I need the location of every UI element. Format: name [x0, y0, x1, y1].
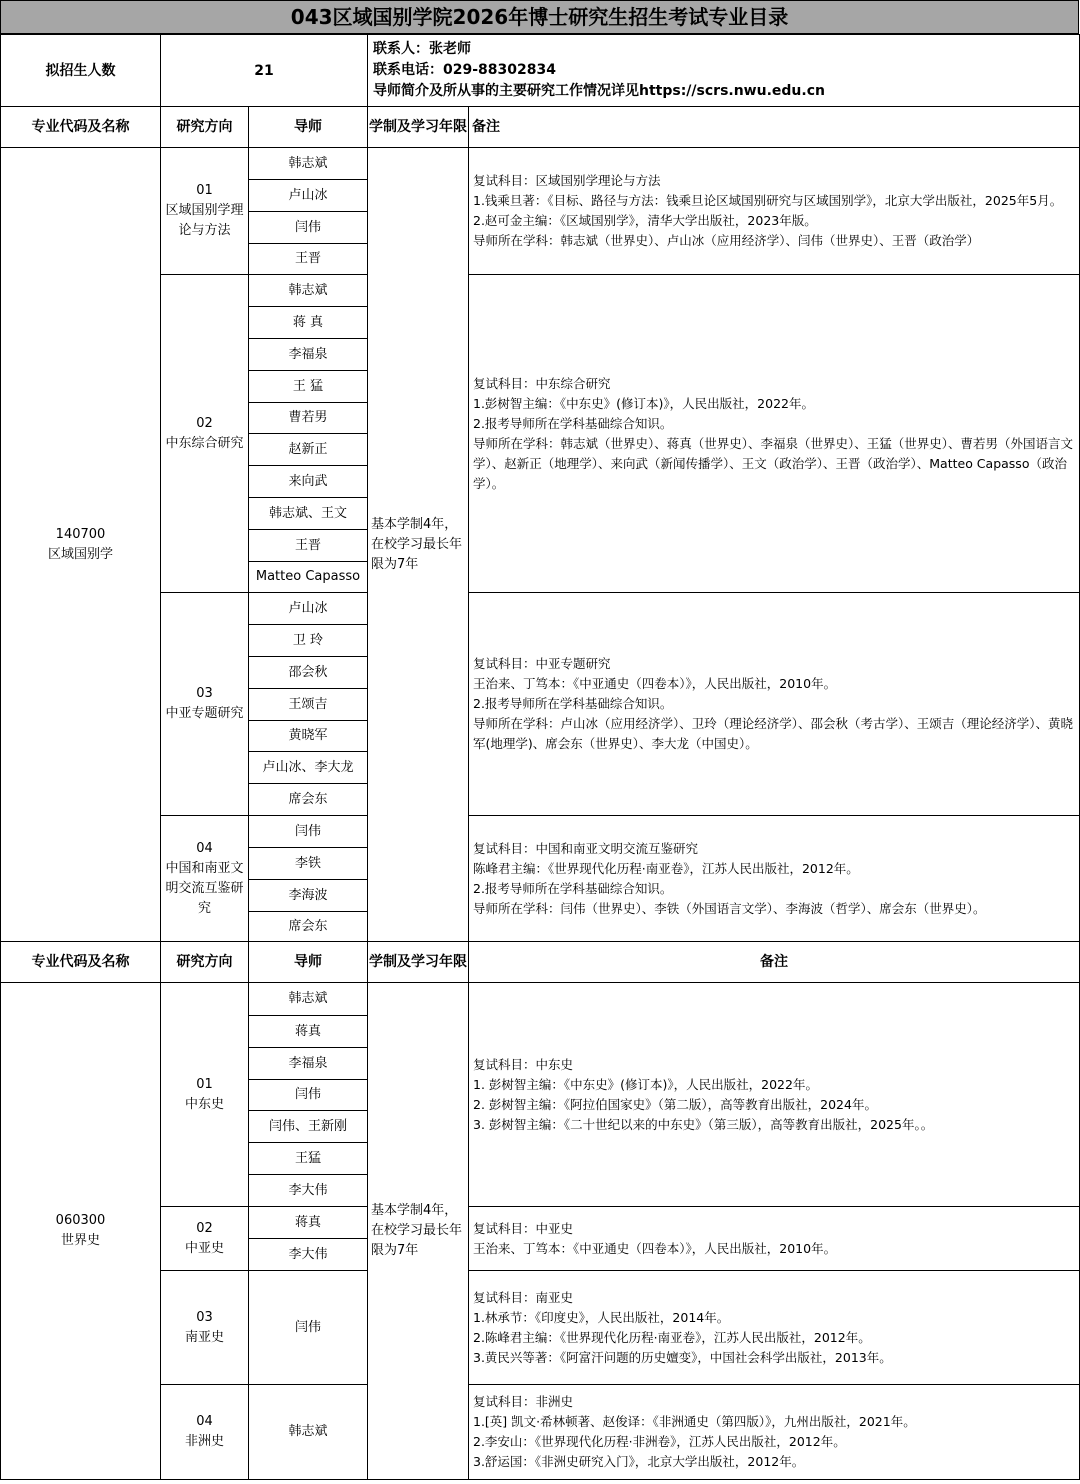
supervisor-cell [248, 1206, 368, 1239]
supervisor-name: 蒋真 [294, 1023, 321, 1039]
supervisor-cell [248, 879, 368, 912]
direction-name [182, 1075, 227, 1115]
supervisor-name: 曹若男 [288, 410, 328, 425]
remarks-text-line: 1.林承节：《印度史》，人民出版社，2014年。 [473, 1309, 730, 1325]
supervisor-cell [248, 274, 368, 307]
direction-name-line: 南亚史 [184, 1329, 224, 1345]
supervisor-cell [248, 1270, 368, 1385]
major-name-line: 140700 [55, 526, 106, 542]
direction-name-line: 03 [196, 686, 213, 701]
supervisor-cell [248, 1174, 368, 1207]
direction-name-line: 中亚专题研究 [165, 706, 244, 721]
supervisor-name: 李大伟 [288, 1246, 328, 1262]
remarks-text-line: 复试科目：区域国别学理论与方法 [473, 173, 661, 188]
supervisor-cell [248, 624, 368, 657]
remarks-cell [468, 815, 1080, 942]
supervisor-cell [248, 656, 368, 689]
header-major-1: 专业代码及名称 [0, 106, 161, 148]
supervisor-name: 卢山冰 [288, 187, 328, 203]
contact-cell [367, 34, 1080, 107]
supervisor-cell [248, 847, 368, 880]
remarks-text-line: 王治来、丁笃本：《中亚通史（四卷本）》，人民出版社，2010年。 [473, 676, 837, 691]
supervisor-name: 韩志斌 [288, 1424, 328, 1439]
supervisor-name: 席会东 [288, 918, 328, 934]
direction-name [162, 684, 246, 724]
remarks-cell [468, 274, 1080, 593]
supervisor-name: 邵会秋 [288, 664, 328, 680]
supervisor-cell [248, 402, 368, 434]
supervisor-name: 王 猛 [292, 378, 324, 394]
supervisor-name: 韩志斌 [288, 155, 328, 171]
supervisor-name: 闫伟 [294, 823, 321, 839]
supervisor-name: 席会东 [288, 791, 328, 807]
supervisor-name: 卢山冰、李大龙 [262, 759, 354, 775]
supervisor-cell [248, 592, 368, 625]
direction-name-line: 03 [196, 1309, 213, 1325]
supervisor-cell [248, 1015, 368, 1048]
remarks-text-line: 3.黄民兴等著：《阿富汗问题的历史嬗变》，中国社会科学出版社，2013年。 [473, 1349, 892, 1365]
remarks-text-line: 2.报考导师所在学科基础综合知识。 [473, 696, 673, 711]
direction-name-line: 中国和南亚文明交流互鉴研究 [165, 860, 244, 916]
remarks-cell [468, 1206, 1080, 1271]
header-major-2: 专业代码及名称 [0, 941, 161, 983]
header-direction-2: 研究方向 [160, 941, 249, 983]
direction-name [162, 414, 246, 454]
supervisor-cell [248, 720, 368, 752]
quota-label-cell: 拟招生人数 [0, 34, 161, 107]
remarks-cell [468, 1270, 1080, 1385]
direction-name-line: 01 [196, 183, 213, 198]
header-duration-2: 学制及学习年限 [367, 941, 469, 983]
remarks-text-line: 1.彭树智主编：《中东史》(修订本)》，人民出版社，2022年。 [473, 395, 814, 411]
supervisor-name: 闫伟 [294, 219, 321, 235]
supervisor-cell [248, 1047, 368, 1080]
duration-text: 基本学制4年，在校学习最长年限为7年 [371, 516, 463, 572]
supervisor-cell [248, 1142, 368, 1175]
remarks-text-line: 复试科目：中东史 [473, 1056, 574, 1072]
supervisor-cell [248, 783, 368, 816]
contact-info [371, 39, 825, 102]
remarks-text-line: 导师所在学科：韩志斌（世界史）、蒋真（世界史）、李福泉（世界史）、王猛（世界史）、曹若男（外国语言文学）、赵新正（地理学）、来向武（新闻传播学）、王文（政治学）、王晋（政治学）、Matteo Capasso（政治学）。 [473, 435, 1074, 491]
supervisor-name: 闫伟 [294, 1087, 321, 1102]
remarks-text-line: 王治来、丁笃本：《中亚通史（四卷本）》，人民出版社，2010年。 [473, 1240, 837, 1256]
remarks-text-line: 1. 彭树智主编：《中东史》(修订本)》，人民出版社，2022年。 [473, 1076, 818, 1092]
supervisor-name: 王晋 [294, 537, 321, 553]
supervisor-name: 李海波 [288, 887, 328, 903]
supervisor-cell [248, 338, 368, 371]
supervisor-name: 李福泉 [288, 1055, 328, 1071]
supervisor-name: 韩志斌 [288, 991, 328, 1006]
supervisor-name: 蒋真 [294, 1214, 321, 1230]
direction-name-line: 非洲史 [184, 1434, 224, 1449]
major-name-line: 区域国别学 [47, 546, 113, 562]
direction-name-line: 02 [196, 415, 213, 431]
direction-name-line: 04 [196, 1414, 213, 1429]
supervisor-name: 卫 玲 [292, 632, 324, 648]
contact-intro: 导师简介及所从事的主要研究工作情况详见https://scrs.nwu.edu.cn [373, 83, 825, 99]
direction-name-line: 中亚史 [184, 1240, 224, 1256]
remarks-cell [468, 147, 1080, 275]
remarks-text [473, 1055, 933, 1135]
supervisor-cell [248, 982, 368, 1016]
supervisor-name: 卢山冰 [288, 600, 328, 616]
supervisor-cell [248, 497, 368, 530]
supervisor-name: 王晋 [294, 251, 321, 266]
supervisor-cell [248, 211, 368, 244]
supervisor-cell [248, 147, 368, 180]
header-direction-1: 研究方向 [160, 106, 249, 148]
supervisor-name: 王猛 [294, 1150, 321, 1166]
remarks-text-line: 复试科目：中国和南亚文明交流互鉴研究 [473, 840, 699, 856]
direction-cell [160, 1206, 249, 1271]
remarks-cell [468, 592, 1080, 816]
direction-name-line: 04 [196, 840, 213, 856]
supervisor-name: 闫伟、王新刚 [268, 1118, 347, 1134]
remarks-text [473, 1219, 836, 1259]
direction-name [182, 1412, 227, 1452]
supervisor-cell [248, 306, 368, 339]
supervisor-name: 李铁 [294, 855, 321, 871]
remarks-text-line: 3. 彭树智主编：《二十世纪以来的中东史》（第三版），高等教育出版社，2025年。。 [473, 1116, 934, 1132]
remarks-text [473, 839, 986, 919]
direction-name [161, 839, 248, 919]
supervisor-name: 赵新正 [288, 441, 328, 457]
direction-name-line: 区域国别学理论与方法 [165, 203, 244, 238]
major-name [56, 1211, 106, 1251]
contact-person: 联系人：张老师 [373, 41, 471, 57]
direction-cell [160, 815, 249, 942]
supervisor-cell [248, 433, 368, 466]
header-supervisor-2: 导师 [248, 941, 368, 983]
major-cell-2 [0, 982, 161, 1480]
remarks-text-line: 复试科目：非洲史 [473, 1394, 574, 1409]
direction-name-line: 02 [196, 1220, 213, 1236]
remarks-text-line: 1.钱乘旦著：《目标、路径与方法：钱乘旦论区域国别研究与区域国别学》，北京大学出版社，2025年5月。 [473, 193, 1063, 208]
duration-cell-2 [367, 982, 469, 1480]
direction-cell [160, 592, 249, 816]
quota-value-cell: 21 [160, 34, 368, 107]
major-cell-1 [0, 147, 161, 942]
header-remarks-2: 备注 [468, 941, 1080, 983]
direction-cell [160, 1384, 249, 1480]
direction-cell [160, 274, 249, 593]
direction-name [161, 181, 248, 241]
remarks-text-line: 陈峰君主编：《世界现代化历程·南亚卷》，江苏人民出版社，2012年。 [473, 860, 859, 876]
remarks-text [473, 374, 1075, 494]
supervisor-cell [248, 1110, 368, 1143]
supervisor-cell [248, 243, 368, 275]
contact-phone: 联系电话：029-88302834 [373, 62, 556, 78]
header-supervisor-1: 导师 [248, 106, 368, 148]
remarks-text-line: 1.[英] 凯文·希林顿著、赵俊译：《非洲通史（第四版）》，九州出版社，2021年。 [473, 1414, 916, 1429]
remarks-text-line: 导师所在学科：卢山冰（应用经济学）、卫玲（理论经济学）、邵会秋（考古学）、王颂吉（理论经济学）、黄晓军(地理学)、席会东（世界史）、李大龙（中国史）。 [473, 716, 1074, 751]
remarks-text-line: 2.李安山：《世界现代化历程·非洲卷》，江苏人民出版社，2012年。 [473, 1434, 846, 1449]
remarks-text-line: 复试科目：南亚史 [473, 1289, 574, 1305]
supervisor-cell [248, 465, 368, 498]
direction-name [182, 1308, 227, 1348]
remarks-text-line: 复试科目：中亚专题研究 [473, 656, 611, 671]
remarks-text-line: 2.报考导师所在学科基础综合知识。 [473, 880, 673, 896]
supervisor-cell [248, 529, 368, 562]
direction-name [182, 1219, 227, 1259]
remarks-text-line: 3.舒运国：《非洲史研究入门》，北京大学出版社，2012年。 [473, 1454, 805, 1469]
supervisor-name: 蒋 真 [292, 314, 324, 330]
direction-name-line: 中东史 [184, 1096, 224, 1112]
remarks-cell [468, 1384, 1080, 1480]
remarks-text-line: 导师所在学科：闫伟（世界史）、李铁（外国语言文学）、李海波（哲学）、席会东（世界史）。 [473, 900, 986, 916]
remarks-text [473, 1392, 916, 1472]
major-name [48, 525, 113, 565]
direction-cell [160, 982, 249, 1207]
supervisor-cell [248, 179, 368, 212]
remarks-text [473, 1288, 892, 1368]
remarks-text-line: 2.赵可金主编：《区域国别学》，清华大学出版社，2023年版。 [473, 213, 817, 228]
duration-cell-1 [367, 147, 469, 942]
major-name-line: 世界史 [60, 1233, 100, 1248]
direction-cell [160, 1270, 249, 1385]
supervisor-cell [248, 561, 368, 593]
supervisor-cell [248, 1384, 368, 1480]
remarks-text-line: 导师所在学科：韩志斌（世界史）、卢山冰（应用经济学）、闫伟（世界史）、王晋（政治学） [473, 233, 980, 248]
remarks-text [473, 654, 1075, 754]
supervisor-name: 闫伟 [294, 1319, 321, 1335]
supervisor-name: 李大伟 [288, 1182, 328, 1198]
supervisor-cell [248, 751, 368, 784]
major-name-line: 060300 [55, 1213, 106, 1228]
supervisor-cell [248, 815, 368, 848]
supervisor-name: 李福泉 [288, 346, 328, 362]
supervisor-name: 韩志斌、王文 [268, 505, 347, 521]
header-remarks-1: 备注 [468, 106, 1080, 148]
remarks-text-line: 复试科目：中东综合研究 [473, 375, 611, 391]
supervisor-cell [248, 911, 368, 942]
remarks-text [473, 171, 1062, 251]
header-duration-1: 学制及学习年限 [367, 106, 469, 148]
remarks-cell [468, 982, 1080, 1207]
supervisor-cell [248, 1079, 368, 1111]
page-title: 043区域国别学院2026年博士研究生招生考试专业目录 [0, 0, 1079, 34]
remarks-text-line: 2.陈峰君主编：《世界现代化历程·南亚卷》，江苏人民出版社，2012年。 [473, 1329, 871, 1345]
supervisor-name: Matteo Capasso [255, 569, 361, 584]
remarks-text-line: 复试科目：中亚史 [473, 1220, 574, 1236]
direction-name-line: 01 [196, 1076, 213, 1092]
supervisor-name: 黄晓军 [288, 728, 328, 743]
direction-cell [160, 147, 249, 275]
supervisor-name: 王颂吉 [288, 696, 328, 712]
supervisor-name: 来向武 [288, 473, 328, 489]
supervisor-cell [248, 688, 368, 721]
supervisor-cell [248, 370, 368, 403]
supervisor-name: 韩志斌 [288, 282, 328, 298]
duration-text: 基本学制4年，在校学习最长年限为7年 [371, 1203, 463, 1258]
remarks-text-line: 2.报考导师所在学科基础综合知识。 [473, 415, 673, 431]
supervisor-cell [248, 1238, 368, 1271]
direction-name-line: 中东综合研究 [165, 435, 244, 451]
remarks-text-line: 2. 彭树智主编：《阿拉伯国家史》（第二版），高等教育出版社，2024年。 [473, 1096, 877, 1112]
